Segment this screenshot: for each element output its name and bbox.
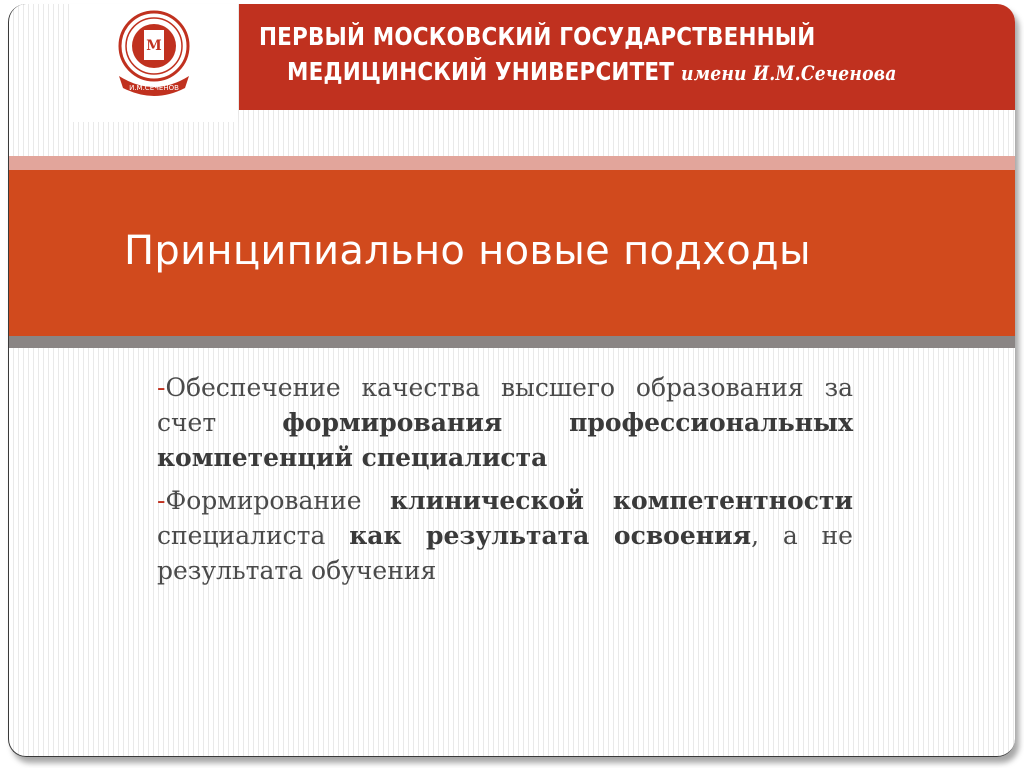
slide-frame xyxy=(8,4,1015,757)
slide-title: Принципиально новые подходы xyxy=(124,228,811,274)
slide-content xyxy=(157,370,853,596)
logo-ribbon-text: И.М.СЕЧЕНОВ xyxy=(129,84,179,92)
bullet-2-bold-2: как результата освоения xyxy=(349,521,752,550)
decorative-gray-stripe xyxy=(9,336,1015,348)
bullet-2-text-2: специалиста xyxy=(157,521,350,550)
svg-text:М: М xyxy=(146,38,162,54)
university-name-line1: ПЕРВЫЙ МОСКОВСКИЙ ГОСУДАРСТВЕННЫЙ xyxy=(259,22,816,51)
university-header-banner xyxy=(239,4,1015,110)
bullet-dash: - xyxy=(157,486,166,515)
title-band xyxy=(9,170,1015,336)
university-logo xyxy=(69,4,237,122)
decorative-pink-stripe xyxy=(9,156,1015,170)
bullet-dash: - xyxy=(157,373,166,402)
bullet-1-text: Обеспечение качества высшего образования за счет xyxy=(157,373,853,437)
university-seal-icon xyxy=(99,6,209,98)
bullet-2-text-1: Формирование xyxy=(165,486,390,515)
bullet-2-text-3: , а не результата обучения xyxy=(157,521,853,585)
university-name-suffix: имени И.М.Сеченова xyxy=(681,61,897,85)
bullet-2-bold-1: клинической компетентности xyxy=(389,486,853,515)
bullet-2 xyxy=(157,483,853,588)
bullet-1-bold: формирования профессиональных компетенций специалиста xyxy=(157,408,854,472)
bullet-1 xyxy=(157,370,853,475)
university-name-main: МЕДИЦИНСКИЙ УНИВЕРСИТЕТ xyxy=(287,57,675,86)
university-name-line2 xyxy=(287,57,897,86)
